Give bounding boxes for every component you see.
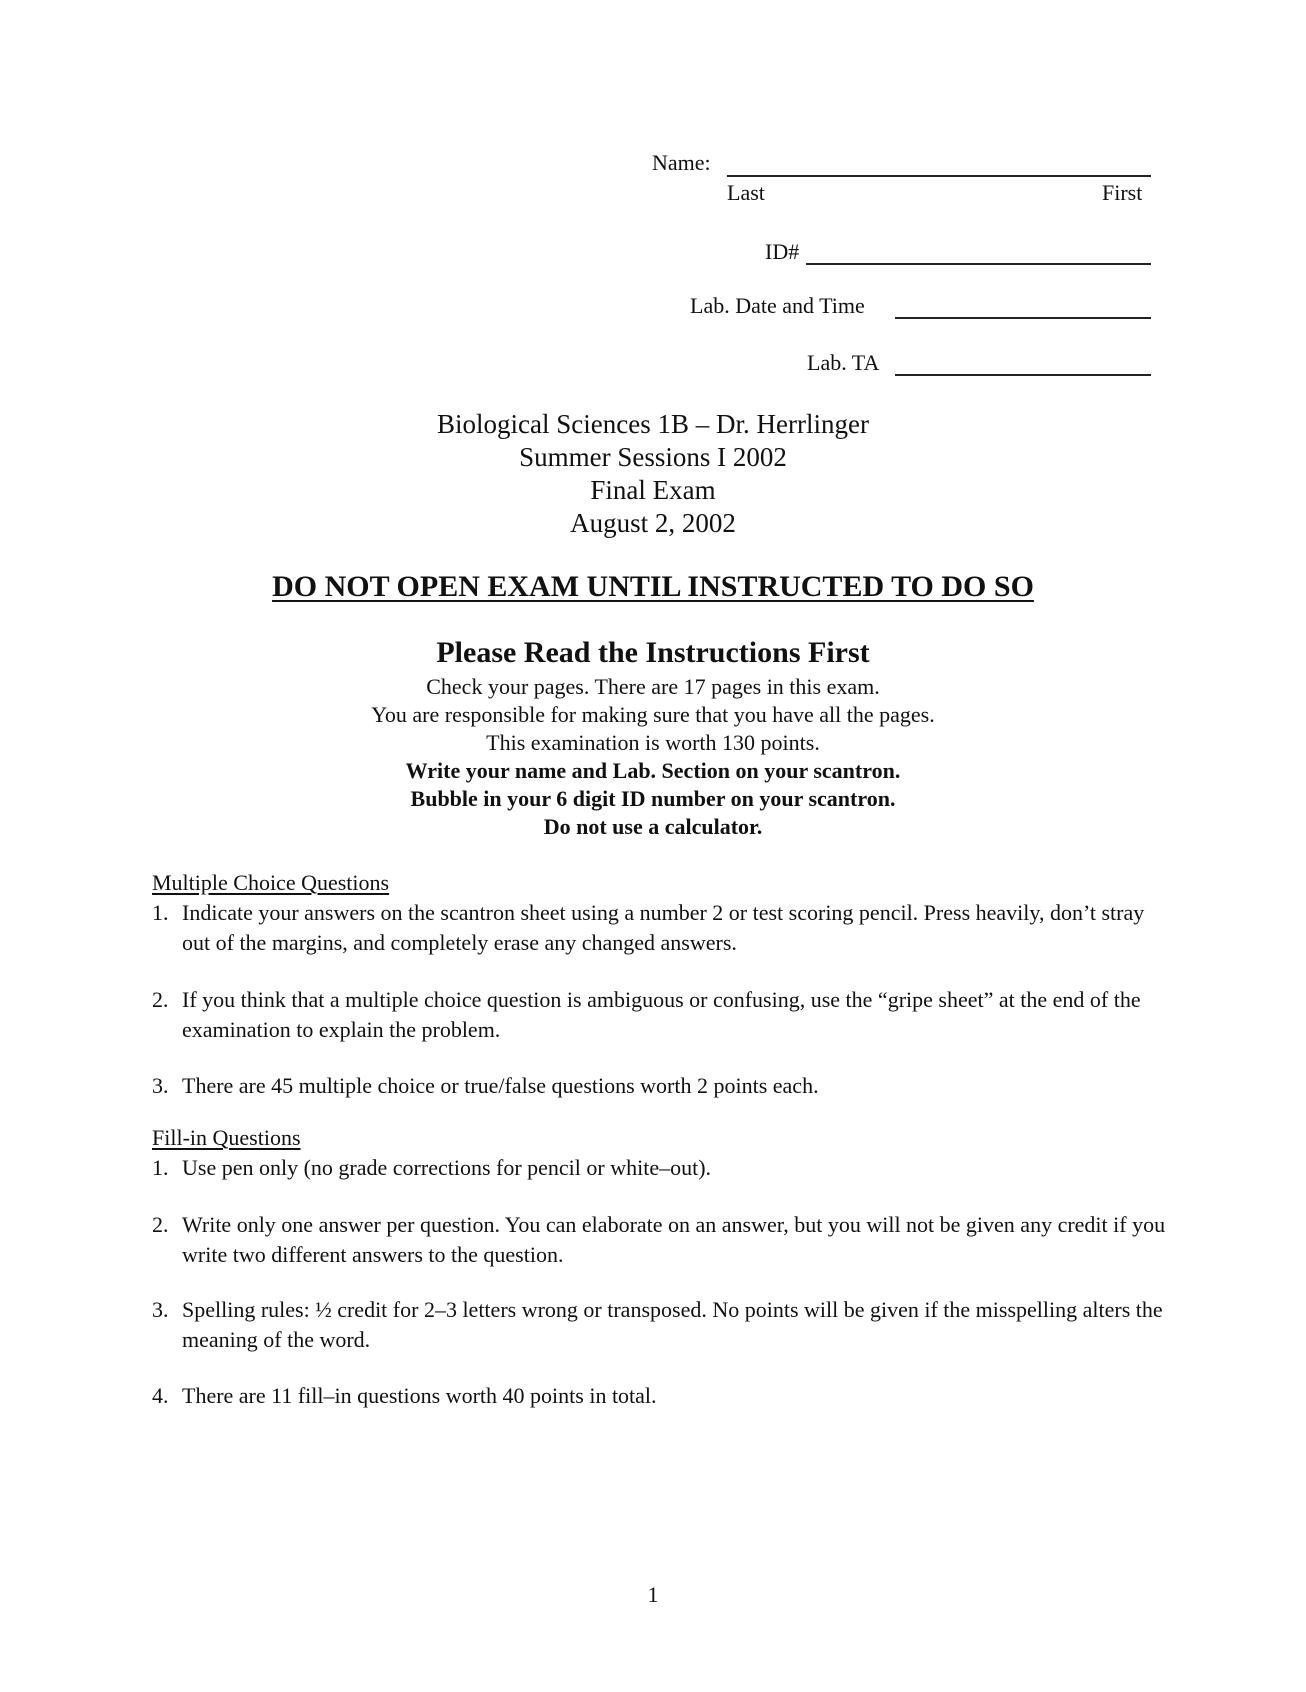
name-field[interactable] <box>727 175 1151 177</box>
course-info <box>0 408 1306 540</box>
item-text: Write only one answer per question. You can elaborate on an answer, but you will not be given any credit if you write two different answers to the question. <box>182 1212 1166 1267</box>
last-name-label: Last <box>727 180 765 205</box>
list-item <box>152 898 1172 958</box>
list-item <box>152 985 1172 1045</box>
lab-ta-label: Lab. TA <box>807 350 880 375</box>
instruction-line: Check your pages. There are 17 pages in this exam. <box>426 674 880 699</box>
multiple-choice-heading: Multiple Choice Questions <box>152 870 390 895</box>
item-text: Indicate your answers on the scantron sheet using a number 2 or test scoring pencil. Press heavily, don’t stray out of the margins, and completely erase any changed answers. <box>182 900 1145 955</box>
lab-date-label: Lab. Date and Time <box>690 293 865 318</box>
list-item <box>152 1381 1172 1411</box>
item-text: Use pen only (no grade corrections for pencil or white–out). <box>182 1155 712 1180</box>
instructions-block <box>0 673 1306 841</box>
first-name-label: First <box>1102 180 1143 205</box>
item-text: There are 11 fill–in questions worth 40 points in total. <box>182 1383 657 1408</box>
instruction-bold-line: Write your name and Lab. Section on your scantron. <box>405 758 901 783</box>
warning-heading: DO NOT OPEN EXAM UNTIL INSTRUCTED TO DO SO <box>272 570 1034 603</box>
item-text: There are 45 multiple choice or true/false questions worth 2 points each. <box>182 1073 819 1098</box>
exam-title: Final Exam <box>590 475 716 505</box>
lab-ta-field[interactable] <box>895 374 1151 376</box>
item-number: 1. <box>152 900 169 925</box>
instruction-bold-line: Bubble in your 6 digit ID number on your scantron. <box>410 786 896 811</box>
course-session: Summer Sessions I 2002 <box>519 442 787 472</box>
item-number: 1. <box>152 1155 169 1180</box>
item-number: 3. <box>152 1073 169 1098</box>
item-number: 3. <box>152 1297 169 1322</box>
item-number: 2. <box>152 987 169 1012</box>
list-item <box>152 1071 1172 1101</box>
instruction-line: You are responsible for making sure that you have all the pages. <box>371 702 935 727</box>
item-text: Spelling rules: ½ credit for 2–3 letters wrong or transposed. No points will be given if the misspelling alters the meaning of the word. <box>182 1297 1163 1352</box>
list-item <box>152 1295 1172 1355</box>
id-field[interactable] <box>806 263 1151 265</box>
list-item <box>152 1210 1172 1270</box>
item-number: 2. <box>152 1212 169 1237</box>
instructions-title: Please Read the Instructions First <box>436 636 870 669</box>
instruction-line: This examination is worth 130 points. <box>486 730 820 755</box>
name-label: Name: <box>652 150 711 175</box>
page-number: 1 <box>647 1582 659 1607</box>
item-number: 4. <box>152 1383 169 1408</box>
exam-date: August 2, 2002 <box>570 508 736 538</box>
fill-in-heading: Fill-in Questions <box>152 1125 301 1150</box>
course-title: Biological Sciences 1B – Dr. Herrlinger <box>437 409 869 439</box>
list-item <box>152 1153 1172 1183</box>
lab-date-field[interactable] <box>895 317 1151 319</box>
item-text: If you think that a multiple choice question is ambiguous or confusing, use the “gripe sheet” at the end of the examination to explain the problem. <box>182 987 1141 1042</box>
id-label: ID# <box>765 239 800 264</box>
instruction-bold-line: Do not use a calculator. <box>543 814 763 839</box>
